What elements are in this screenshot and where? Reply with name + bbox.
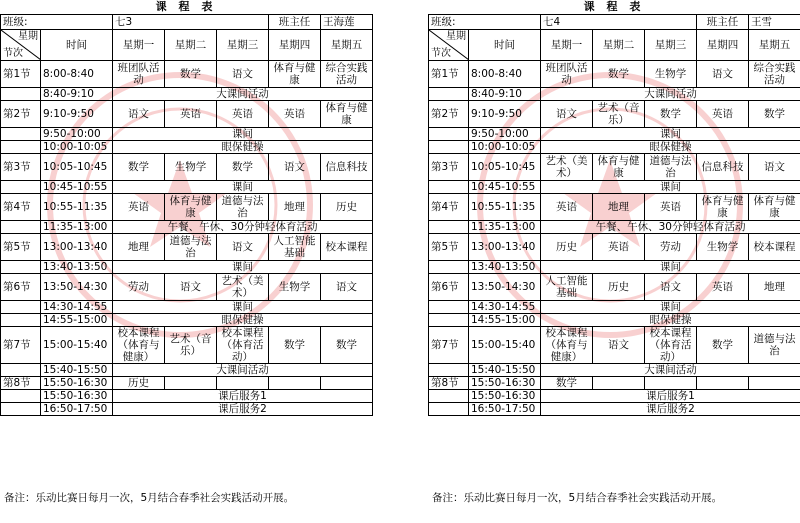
break-activity: 课间 bbox=[113, 261, 373, 274]
day-header: 星期四 bbox=[269, 30, 321, 61]
time-cell: 9:50-10:00 bbox=[41, 128, 113, 141]
time-cell: 10:00-10:05 bbox=[469, 141, 541, 154]
subject-cell: 校本课程（体育活动） bbox=[645, 327, 697, 364]
break-activity: 眼保健操 bbox=[541, 314, 800, 327]
lesson-row bbox=[429, 327, 800, 364]
subject-cell: 历史 bbox=[541, 234, 593, 261]
period-cell bbox=[429, 221, 469, 234]
subject-cell: 体育与健康 bbox=[697, 194, 749, 221]
lesson-row bbox=[1, 194, 373, 221]
period-cell bbox=[1, 390, 41, 403]
time-cell: 15:40-15:50 bbox=[41, 364, 113, 377]
subject-cell: 数学 bbox=[593, 61, 645, 88]
break-row bbox=[429, 390, 800, 403]
period-cell bbox=[429, 261, 469, 274]
break-row bbox=[429, 403, 800, 416]
period-cell: 第6节 bbox=[1, 274, 41, 301]
subject-cell: 语文 bbox=[217, 61, 269, 88]
footnote-left: 备注：乐动比赛日每月一次，5月结合春季社会实践活动开展。 bbox=[4, 492, 295, 504]
day-header: 星期四 bbox=[697, 30, 749, 61]
time-cell: 14:30-14:55 bbox=[469, 301, 541, 314]
time-cell: 10:55-11:35 bbox=[469, 194, 541, 221]
corner-weekday-label: 星期 bbox=[446, 31, 466, 42]
subject-cell: 英语 bbox=[697, 274, 749, 301]
day-header: 星期一 bbox=[541, 30, 593, 61]
day-header: 星期一 bbox=[113, 30, 165, 61]
time-cell: 10:45-10:55 bbox=[41, 181, 113, 194]
time-cell: 15:00-15:40 bbox=[41, 327, 113, 364]
period-cell: 第6节 bbox=[429, 274, 469, 301]
subject-cell: 语文 bbox=[645, 274, 697, 301]
break-activity: 大课间活动 bbox=[541, 88, 800, 101]
period-cell: 第5节 bbox=[429, 234, 469, 261]
period-cell: 第3节 bbox=[1, 154, 41, 181]
subject-cell: 班团队活动 bbox=[541, 61, 593, 88]
break-activity: 课间 bbox=[541, 128, 800, 141]
period-cell: 第2节 bbox=[429, 101, 469, 128]
head-teacher-name: 王雪 bbox=[749, 15, 800, 30]
subject-cell bbox=[217, 377, 269, 390]
subject-cell: 数学 bbox=[749, 101, 800, 128]
period-cell: 第4节 bbox=[1, 194, 41, 221]
timetable bbox=[428, 14, 800, 416]
subject-cell: 生物学 bbox=[645, 61, 697, 88]
time-cell: 10:45-10:55 bbox=[469, 181, 541, 194]
day-header: 星期三 bbox=[645, 30, 697, 61]
time-cell: 16:50-17:50 bbox=[41, 403, 113, 416]
subject-cell: 语文 bbox=[165, 274, 217, 301]
subject-cell: 历史 bbox=[321, 194, 373, 221]
break-activity: 课间 bbox=[541, 261, 800, 274]
period-cell bbox=[429, 88, 469, 101]
time-cell: 15:50-16:30 bbox=[41, 377, 113, 390]
break-row bbox=[429, 261, 800, 274]
break-activity: 大课间活动 bbox=[113, 88, 373, 101]
period-cell bbox=[1, 128, 41, 141]
subject-cell: 数学 bbox=[269, 327, 321, 364]
break-activity: 课间 bbox=[541, 301, 800, 314]
subject-cell: 数学 bbox=[541, 377, 593, 390]
time-cell: 14:30-14:55 bbox=[41, 301, 113, 314]
subject-cell: 英语 bbox=[697, 101, 749, 128]
subject-cell: 道德与法治 bbox=[749, 327, 800, 364]
break-activity: 课后服务1 bbox=[113, 390, 373, 403]
time-cell: 8:00-8:40 bbox=[469, 61, 541, 88]
break-activity: 午餐、午休、30分钟轻体育活动 bbox=[541, 221, 800, 234]
lesson-row bbox=[1, 101, 373, 128]
subject-cell: 体育与健康 bbox=[749, 194, 800, 221]
subject-cell: 体育与健康 bbox=[165, 194, 217, 221]
time-cell: 13:00-13:40 bbox=[469, 234, 541, 261]
period-cell bbox=[429, 301, 469, 314]
subject-cell: 语文 bbox=[541, 101, 593, 128]
subject-cell: 生物学 bbox=[165, 154, 217, 181]
period-cell bbox=[429, 390, 469, 403]
subject-cell: 语文 bbox=[697, 61, 749, 88]
timetable bbox=[0, 14, 373, 416]
break-row bbox=[1, 403, 373, 416]
day-header: 星期二 bbox=[165, 30, 217, 61]
break-row bbox=[1, 261, 373, 274]
period-cell bbox=[1, 403, 41, 416]
lesson-row bbox=[429, 154, 800, 181]
subject-cell: 艺术（音乐） bbox=[165, 327, 217, 364]
class-name: 七4 bbox=[541, 15, 697, 30]
subject-cell: 语文 bbox=[217, 234, 269, 261]
break-row bbox=[429, 364, 800, 377]
day-header: 星期五 bbox=[321, 30, 373, 61]
subject-cell: 数学 bbox=[217, 154, 269, 181]
time-cell: 8:00-8:40 bbox=[41, 61, 113, 88]
time-cell: 14:55-15:00 bbox=[469, 314, 541, 327]
period-cell bbox=[1, 261, 41, 274]
class-label: 班级: bbox=[1, 15, 113, 30]
break-row bbox=[429, 128, 800, 141]
timetable-sheet-left bbox=[0, 0, 372, 416]
subject-cell bbox=[749, 377, 800, 390]
corner-period-label: 节次 bbox=[3, 48, 23, 59]
break-row bbox=[1, 390, 373, 403]
period-cell bbox=[429, 141, 469, 154]
corner-header bbox=[429, 30, 469, 61]
subject-cell: 校本课程 bbox=[749, 234, 800, 261]
subject-cell: 道德与法治 bbox=[165, 234, 217, 261]
time-cell: 13:40-13:50 bbox=[41, 261, 113, 274]
subject-cell: 英语 bbox=[541, 194, 593, 221]
subject-cell bbox=[697, 377, 749, 390]
subject-cell: 地理 bbox=[113, 234, 165, 261]
subject-cell: 语文 bbox=[269, 154, 321, 181]
time-cell: 8:40-9:10 bbox=[469, 88, 541, 101]
time-cell: 13:50-14:30 bbox=[469, 274, 541, 301]
time-cell: 10:05-10:45 bbox=[41, 154, 113, 181]
period-cell: 第7节 bbox=[1, 327, 41, 364]
time-cell: 15:50-16:30 bbox=[469, 390, 541, 403]
period-cell bbox=[1, 141, 41, 154]
time-cell: 16:50-17:50 bbox=[469, 403, 541, 416]
subject-cell: 语文 bbox=[321, 274, 373, 301]
period-cell: 第8节 bbox=[429, 377, 469, 390]
period-cell bbox=[1, 301, 41, 314]
time-cell: 10:05-10:45 bbox=[469, 154, 541, 181]
period-cell: 第1节 bbox=[1, 61, 41, 88]
class-name: 七3 bbox=[113, 15, 269, 30]
subject-cell: 校本课程（体育与健康） bbox=[113, 327, 165, 364]
lesson-row bbox=[1, 154, 373, 181]
subject-cell: 校本课程（体育活动） bbox=[217, 327, 269, 364]
time-cell: 15:00-15:40 bbox=[469, 327, 541, 364]
break-activity: 眼保健操 bbox=[113, 141, 373, 154]
time-cell: 11:35-13:00 bbox=[41, 221, 113, 234]
break-activity: 课后服务2 bbox=[541, 403, 800, 416]
time-cell: 10:55-11:35 bbox=[41, 194, 113, 221]
subject-cell bbox=[165, 377, 217, 390]
subject-cell: 语文 bbox=[749, 154, 800, 181]
time-cell: 11:35-13:00 bbox=[469, 221, 541, 234]
lesson-row bbox=[429, 61, 800, 88]
break-row bbox=[429, 181, 800, 194]
time-cell: 8:40-9:10 bbox=[41, 88, 113, 101]
break-row bbox=[1, 141, 373, 154]
period-cell bbox=[1, 221, 41, 234]
break-activity: 课间 bbox=[541, 181, 800, 194]
class-label: 班级: bbox=[429, 15, 541, 30]
subject-cell: 数学 bbox=[165, 61, 217, 88]
corner-header bbox=[1, 30, 41, 61]
subject-cell bbox=[321, 377, 373, 390]
period-cell: 第3节 bbox=[429, 154, 469, 181]
time-cell: 14:55-15:00 bbox=[41, 314, 113, 327]
subject-cell: 综合实践活动 bbox=[749, 61, 800, 88]
subject-cell: 英语 bbox=[645, 194, 697, 221]
break-row bbox=[429, 141, 800, 154]
subject-cell bbox=[269, 377, 321, 390]
subject-cell: 班团队活动 bbox=[113, 61, 165, 88]
break-activity: 课间 bbox=[113, 128, 373, 141]
corner-weekday-label: 星期 bbox=[18, 31, 38, 42]
subject-cell: 道德与法治 bbox=[217, 194, 269, 221]
corner-period-label: 节次 bbox=[431, 48, 451, 59]
day-header: 星期五 bbox=[749, 30, 800, 61]
subject-cell: 地理 bbox=[269, 194, 321, 221]
break-row bbox=[1, 314, 373, 327]
time-cell: 15:50-16:30 bbox=[41, 390, 113, 403]
period-cell bbox=[429, 128, 469, 141]
lesson-row bbox=[429, 234, 800, 261]
subject-cell: 信息科技 bbox=[697, 154, 749, 181]
period-cell bbox=[429, 314, 469, 327]
head-teacher-label: 班主任 bbox=[269, 15, 321, 30]
break-activity: 眼保健操 bbox=[541, 141, 800, 154]
break-activity: 课间 bbox=[113, 181, 373, 194]
period-cell bbox=[429, 364, 469, 377]
lesson-row bbox=[429, 377, 800, 390]
head-teacher-name: 王海莲 bbox=[321, 15, 373, 30]
period-cell: 第4节 bbox=[429, 194, 469, 221]
lesson-row bbox=[429, 194, 800, 221]
break-row bbox=[1, 181, 373, 194]
break-activity: 大课间活动 bbox=[541, 364, 800, 377]
time-cell: 9:10-9:50 bbox=[469, 101, 541, 128]
subject-cell: 语文 bbox=[113, 101, 165, 128]
subject-cell bbox=[645, 377, 697, 390]
subject-cell: 数学 bbox=[321, 327, 373, 364]
time-cell: 15:50-16:30 bbox=[469, 377, 541, 390]
period-cell: 第1节 bbox=[429, 61, 469, 88]
timetable-title: 课 程 表 bbox=[155, 0, 217, 13]
period-cell: 第2节 bbox=[1, 101, 41, 128]
subject-cell bbox=[593, 377, 645, 390]
subject-cell: 信息科技 bbox=[321, 154, 373, 181]
subject-cell: 道德与法治 bbox=[645, 154, 697, 181]
time-cell: 15:40-15:50 bbox=[469, 364, 541, 377]
subject-cell: 英语 bbox=[165, 101, 217, 128]
timetable-sheet-right bbox=[428, 0, 800, 416]
subject-cell: 语文 bbox=[593, 327, 645, 364]
period-cell bbox=[1, 314, 41, 327]
subject-cell: 英语 bbox=[269, 101, 321, 128]
subject-cell: 数学 bbox=[113, 154, 165, 181]
subject-cell: 校本课程（体育与健康） bbox=[541, 327, 593, 364]
break-row bbox=[1, 88, 373, 101]
subject-cell: 综合实践活动 bbox=[321, 61, 373, 88]
subject-cell: 数学 bbox=[645, 101, 697, 128]
break-activity: 课后服务2 bbox=[113, 403, 373, 416]
period-cell bbox=[429, 181, 469, 194]
break-row bbox=[1, 128, 373, 141]
subject-cell: 劳动 bbox=[645, 234, 697, 261]
break-activity: 课后服务1 bbox=[541, 390, 800, 403]
time-cell: 13:50-14:30 bbox=[41, 274, 113, 301]
subject-cell: 地理 bbox=[593, 194, 645, 221]
time-cell: 10:00-10:05 bbox=[41, 141, 113, 154]
subject-cell: 数学 bbox=[697, 327, 749, 364]
break-activity: 课间 bbox=[113, 301, 373, 314]
subject-cell: 艺术（音乐） bbox=[593, 101, 645, 128]
subject-cell: 体育与健康 bbox=[269, 61, 321, 88]
break-row bbox=[429, 221, 800, 234]
period-cell bbox=[1, 181, 41, 194]
subject-cell: 历史 bbox=[113, 377, 165, 390]
lesson-row bbox=[429, 274, 800, 301]
subject-cell: 人工智能基础 bbox=[541, 274, 593, 301]
subject-cell: 劳动 bbox=[113, 274, 165, 301]
period-cell bbox=[1, 364, 41, 377]
lesson-row bbox=[429, 101, 800, 128]
lesson-row bbox=[1, 274, 373, 301]
subject-cell: 地理 bbox=[749, 274, 800, 301]
day-header: 星期三 bbox=[217, 30, 269, 61]
subject-cell: 历史 bbox=[593, 274, 645, 301]
subject-cell: 艺术（美术） bbox=[541, 154, 593, 181]
time-cell: 9:10-9:50 bbox=[41, 101, 113, 128]
subject-cell: 英语 bbox=[217, 101, 269, 128]
time-header: 时间 bbox=[41, 30, 113, 61]
break-row bbox=[429, 314, 800, 327]
break-row bbox=[1, 301, 373, 314]
subject-cell: 生物学 bbox=[269, 274, 321, 301]
day-header: 星期二 bbox=[593, 30, 645, 61]
period-cell bbox=[1, 88, 41, 101]
period-cell bbox=[429, 403, 469, 416]
time-cell: 13:00-13:40 bbox=[41, 234, 113, 261]
subject-cell: 艺术（美术） bbox=[217, 274, 269, 301]
lesson-row bbox=[1, 234, 373, 261]
period-cell: 第5节 bbox=[1, 234, 41, 261]
subject-cell: 英语 bbox=[593, 234, 645, 261]
lesson-row bbox=[1, 377, 373, 390]
lesson-row bbox=[1, 327, 373, 364]
timetable-title: 课 程 表 bbox=[583, 0, 645, 13]
lesson-row bbox=[1, 61, 373, 88]
footnote-right: 备注：乐动比赛日每月一次，5月结合春季社会实践活动开展。 bbox=[432, 492, 723, 504]
subject-cell: 人工智能基础 bbox=[269, 234, 321, 261]
subject-cell: 体育与健康 bbox=[321, 101, 373, 128]
break-row bbox=[429, 301, 800, 314]
break-activity: 大课间活动 bbox=[113, 364, 373, 377]
break-activity: 眼保健操 bbox=[113, 314, 373, 327]
time-cell: 13:40-13:50 bbox=[469, 261, 541, 274]
subject-cell: 生物学 bbox=[697, 234, 749, 261]
break-row bbox=[429, 88, 800, 101]
break-activity: 午餐、午休、30分钟轻体育活动 bbox=[113, 221, 373, 234]
head-teacher-label: 班主任 bbox=[697, 15, 749, 30]
subject-cell: 体育与健康 bbox=[593, 154, 645, 181]
subject-cell: 英语 bbox=[113, 194, 165, 221]
time-cell: 9:50-10:00 bbox=[469, 128, 541, 141]
period-cell: 第8节 bbox=[1, 377, 41, 390]
period-cell: 第7节 bbox=[429, 327, 469, 364]
break-row bbox=[1, 364, 373, 377]
time-header: 时间 bbox=[469, 30, 541, 61]
break-row bbox=[1, 221, 373, 234]
subject-cell: 校本课程 bbox=[321, 234, 373, 261]
